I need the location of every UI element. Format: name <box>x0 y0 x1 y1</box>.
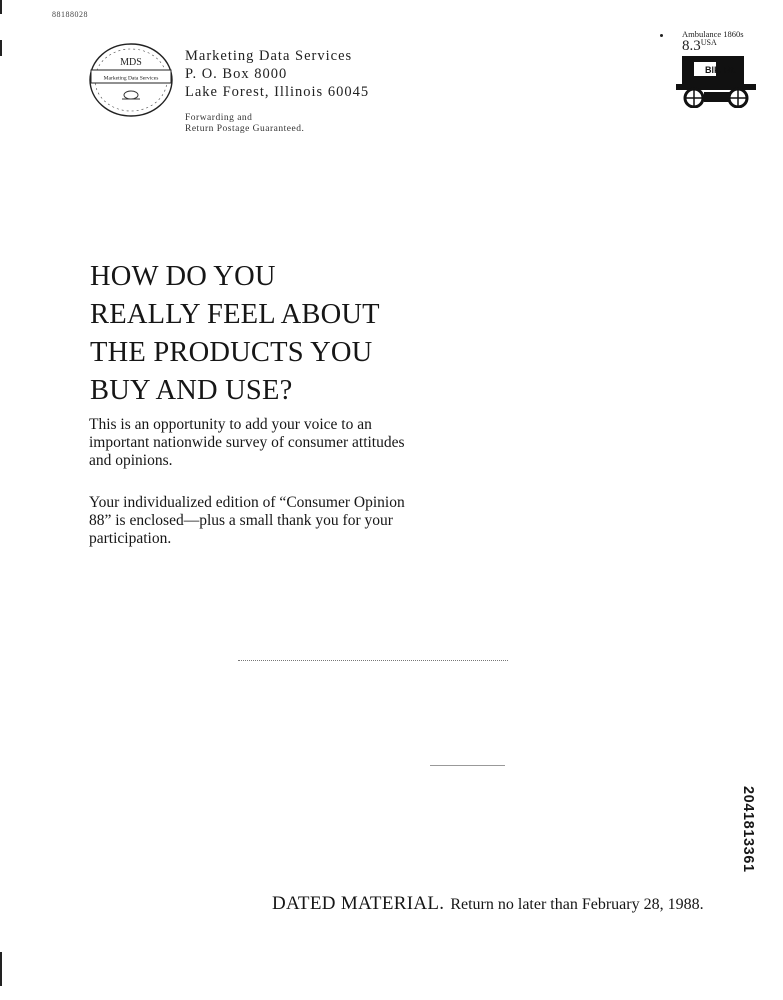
document-code: 88188028 <box>52 10 88 19</box>
logo-top-text: MDS <box>120 57 142 68</box>
document-number: 2041813361 <box>740 786 756 873</box>
logo-middle-text: Marketing Data Services <box>103 75 159 82</box>
scan-artifact <box>430 765 505 766</box>
postage-dot <box>660 34 663 37</box>
forwarding-line: Return Postage Guaranteed. <box>185 124 305 134</box>
headline-line: REALLY FEEL ABOUT <box>90 299 380 330</box>
stamp-text: Blk. Rt. <box>705 65 737 75</box>
postage-value <box>682 38 717 55</box>
postage-currency: USA <box>700 38 717 47</box>
margin-mark <box>0 0 2 14</box>
headline-line: BUY AND USE? <box>90 375 293 406</box>
return-address <box>185 47 369 101</box>
return-address-line: Marketing Data Services <box>185 48 353 64</box>
enclosure-paragraph: Your individualized edition of “Consumer Opinion 88” is enclosed—plus a small thank you for your participation. <box>89 494 405 547</box>
headline <box>90 258 380 410</box>
footer-notice <box>272 893 704 915</box>
postage-amount: 8.3 <box>682 38 701 54</box>
margin-mark <box>0 952 2 986</box>
return-deadline: Return no later than February 28, 1988. <box>450 896 704 913</box>
postage-label: Ambulance 1860s <box>682 29 744 39</box>
ambulance-stamp-icon <box>674 54 758 108</box>
return-address-line: Lake Forest, Illinois 60045 <box>185 84 370 100</box>
dated-material-label: DATED MATERIAL. <box>272 893 445 914</box>
return-address-line: P. O. Box 8000 <box>185 66 288 82</box>
forwarding-line: Forwarding and <box>185 113 253 123</box>
forwarding-notice <box>185 113 304 135</box>
scan-artifact <box>238 660 508 661</box>
headline-line: THE PRODUCTS YOU <box>90 337 373 368</box>
mds-logo <box>88 42 174 118</box>
margin-mark <box>0 40 2 56</box>
headline-line: HOW DO YOU <box>90 261 276 292</box>
postage-stamp <box>660 24 760 108</box>
intro-paragraph: This is an opportunity to add your voice to an important nationwide survey of consumer attitudes and opinions. <box>89 416 405 469</box>
